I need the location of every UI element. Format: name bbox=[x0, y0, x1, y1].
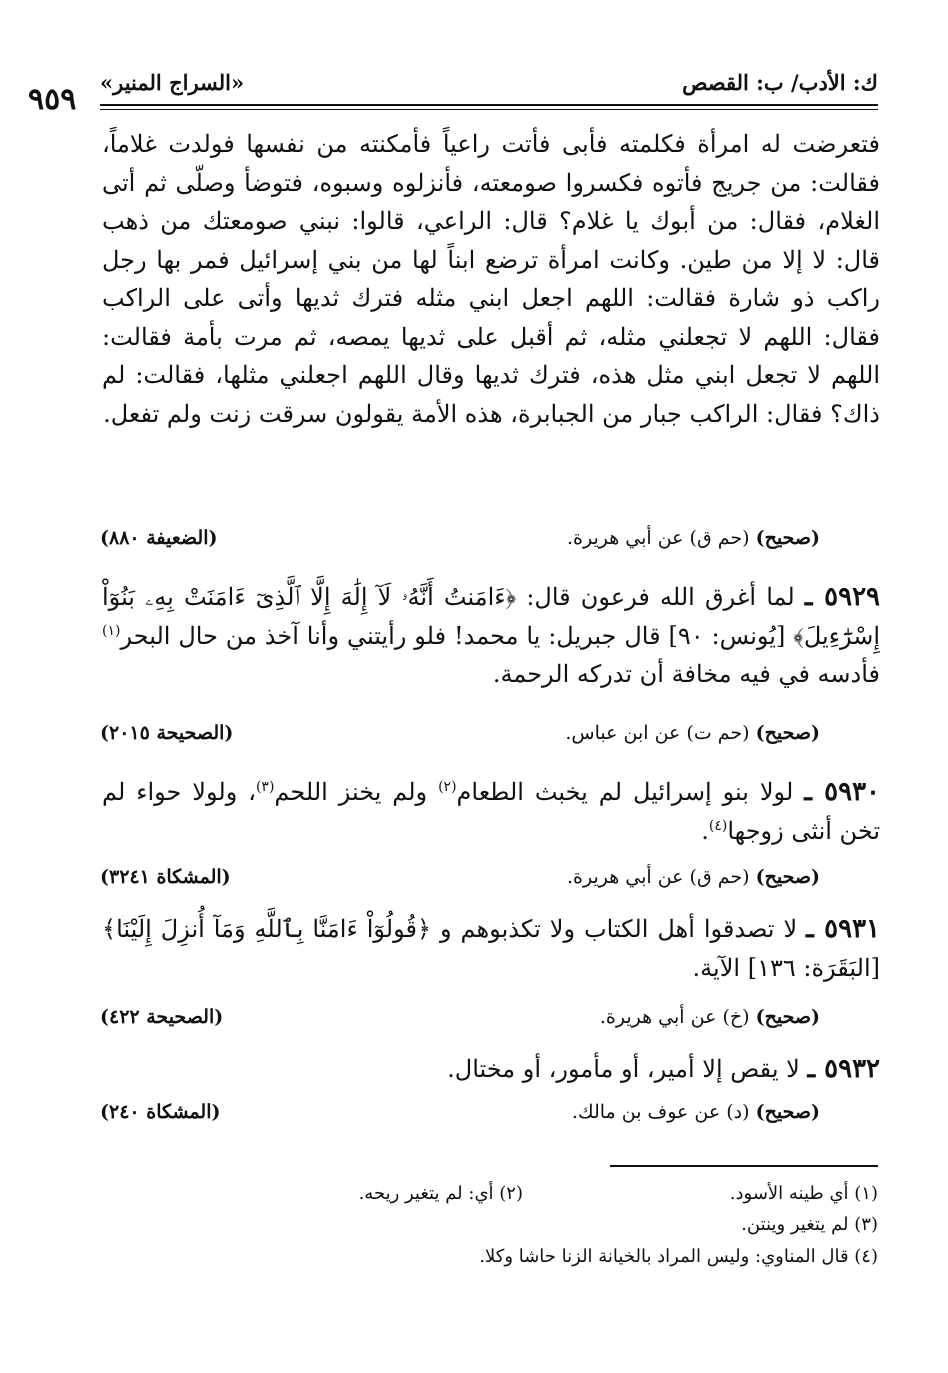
footnote-2: (٢) أي: لم يتغير ريحه. bbox=[358, 1183, 523, 1204]
hadith-grade: (صحيح) bbox=[755, 1101, 820, 1123]
header-rule bbox=[100, 104, 878, 106]
hadith-text: فأدسه في فيه مخافة أن تدركه الرحمة. bbox=[492, 660, 880, 688]
hadith-narration: (حم ق) عن أبي هريرة. bbox=[566, 527, 750, 549]
hadith-source bbox=[100, 527, 820, 555]
footnote-marker: (١) bbox=[102, 622, 121, 639]
hadith-reference: (الصحيحة ٤٢٢) bbox=[100, 1006, 224, 1028]
hadith-source bbox=[100, 1101, 820, 1129]
hadith-number: ٥٩٣٠ ـ bbox=[804, 777, 880, 807]
page-number: ٩٥٩ bbox=[28, 82, 77, 117]
hadith-text: لولا بنو إسرائيل لم يخبث الطعام bbox=[456, 778, 794, 806]
hadith-narration: (خ) عن أبي هريرة. bbox=[599, 1006, 750, 1028]
footnote-3: (٣) لم يتغير وينتن. bbox=[741, 1214, 878, 1235]
hadith-narration: (حم ت) عن ابن عباس. bbox=[565, 722, 750, 744]
hadith-source bbox=[100, 866, 820, 894]
hadith-reference: (الصحيحة ٢٠١٥) bbox=[100, 722, 234, 744]
hadith-source bbox=[100, 722, 820, 750]
hadith-5930 bbox=[102, 773, 880, 850]
hadith-text: لا تصدقوا أهل الكتاب ولا تكذبوهم و ﴿قُولُوٓاْ ءَامَنَّا بِٱللَّهِ وَمَآ أُنزِلَ إِلَيْنَا﴾ [البَقَرَة: ١٣٦] الآية. bbox=[102, 915, 880, 982]
hadith-continuation: فتعرضت له امرأة فكلمته فأبى فأتت راعياً فأمكنته من نفسها فولدت غلاماً، فقالت: من جريج فأتوه فكسروا صومعته، فأنزلوه وسبوه، فتوضأ وصلّى ثم أتى الغلام، فقال: من أبوك يا غلام؟ قال: الراعي، قالوا: نبني صومعتك من ذهب قال: لا إلا من طين. وكانت امرأة ترضع ابناً لها من بني إسرائيل فمر بها رجل راكب ذو شارة فقالت: اللهم اجعل ابني مثله فترك ثديها وأتى على الراكب فقال: اللهم لا تجعلني مثله، ثم أقبل على ثديها يمصه، ثم مرت بأمة فقالت: اللهم لا تجعل ابني مثل هذه، فترك ثديها وقال اللهم اجعلني مثلها، فقالت: لم ذاك؟ فقال: الراكب جبار من الجبابرة، هذه الأمة يقولون سرقت زنت ولم تفعل. bbox=[102, 130, 881, 428]
footnote-marker: (٤) bbox=[708, 817, 728, 834]
hadith-text: ولم يخنز اللحم bbox=[274, 778, 439, 806]
hadith-5929 bbox=[102, 578, 880, 694]
footnote-4: (٤) قال المناوي: وليس المراد بالخيانة الزنا حاشا وكلا. bbox=[479, 1246, 878, 1267]
hadith-narration: (حم ق) عن أبي هريرة. bbox=[566, 866, 750, 888]
hadith-grade: (صحيح) bbox=[755, 722, 820, 744]
footnote-marker: (٣) bbox=[255, 779, 275, 795]
hadith-5932 bbox=[102, 1050, 880, 1089]
hadith-text: ، ولولا حواء لم تخن أنثى زوجها bbox=[102, 778, 880, 845]
hadith-source bbox=[100, 1006, 820, 1034]
hadith-number: ٥٩٢٩ ـ bbox=[804, 582, 880, 612]
hadith-text: لا يقص إلا أمير، أو مأمور، أو مختال. bbox=[447, 1055, 800, 1083]
hadith-grade: (صحيح) bbox=[755, 866, 820, 888]
hadith-5931 bbox=[102, 910, 880, 987]
hadith-reference: (المشكاة ٢٤٠) bbox=[100, 1101, 221, 1123]
footnote-rule bbox=[610, 1165, 878, 1167]
hadith-grade: (صحيح) bbox=[755, 527, 820, 549]
chapter-header: ك: الأدب/ ب: القصص bbox=[682, 70, 878, 95]
footnote-marker: (٢) bbox=[438, 779, 457, 795]
footnote-1: (١) أي طينه الأسود. bbox=[729, 1183, 878, 1204]
book-title-header: «السراج المنير» bbox=[100, 70, 245, 95]
hadith-number: ٥٩٣٢ ـ bbox=[807, 1054, 880, 1084]
header-rule-thin bbox=[100, 109, 878, 110]
hadith-text: لما أغرق الله فرعون قال: ﴿ءَامَنتُ أَنَّهُۥ لَآ إِلَٰهَ إِلَّا ٱلَّذِىٓ ءَامَنَتْ بِهِۦ بَنُوٓاْ إِسْرَٰٓءِيلَ﴾ [يُونس: ٩٠] قال جبريل: يا محمد! فلو رأيتني وأنا آخذ من حال البحر bbox=[102, 583, 881, 650]
hadith-text: . bbox=[701, 816, 709, 845]
hadith-reference: (الضعيفة ٨٨٠) bbox=[100, 527, 218, 549]
hadith-number: ٥٩٣١ ـ bbox=[806, 914, 880, 944]
hadith-grade: (صحيح) bbox=[755, 1006, 820, 1028]
hadith-reference: (المشكاة ٣٢٤١) bbox=[100, 866, 231, 888]
hadith-narration: (د) عن عوف بن مالك. bbox=[571, 1101, 750, 1123]
